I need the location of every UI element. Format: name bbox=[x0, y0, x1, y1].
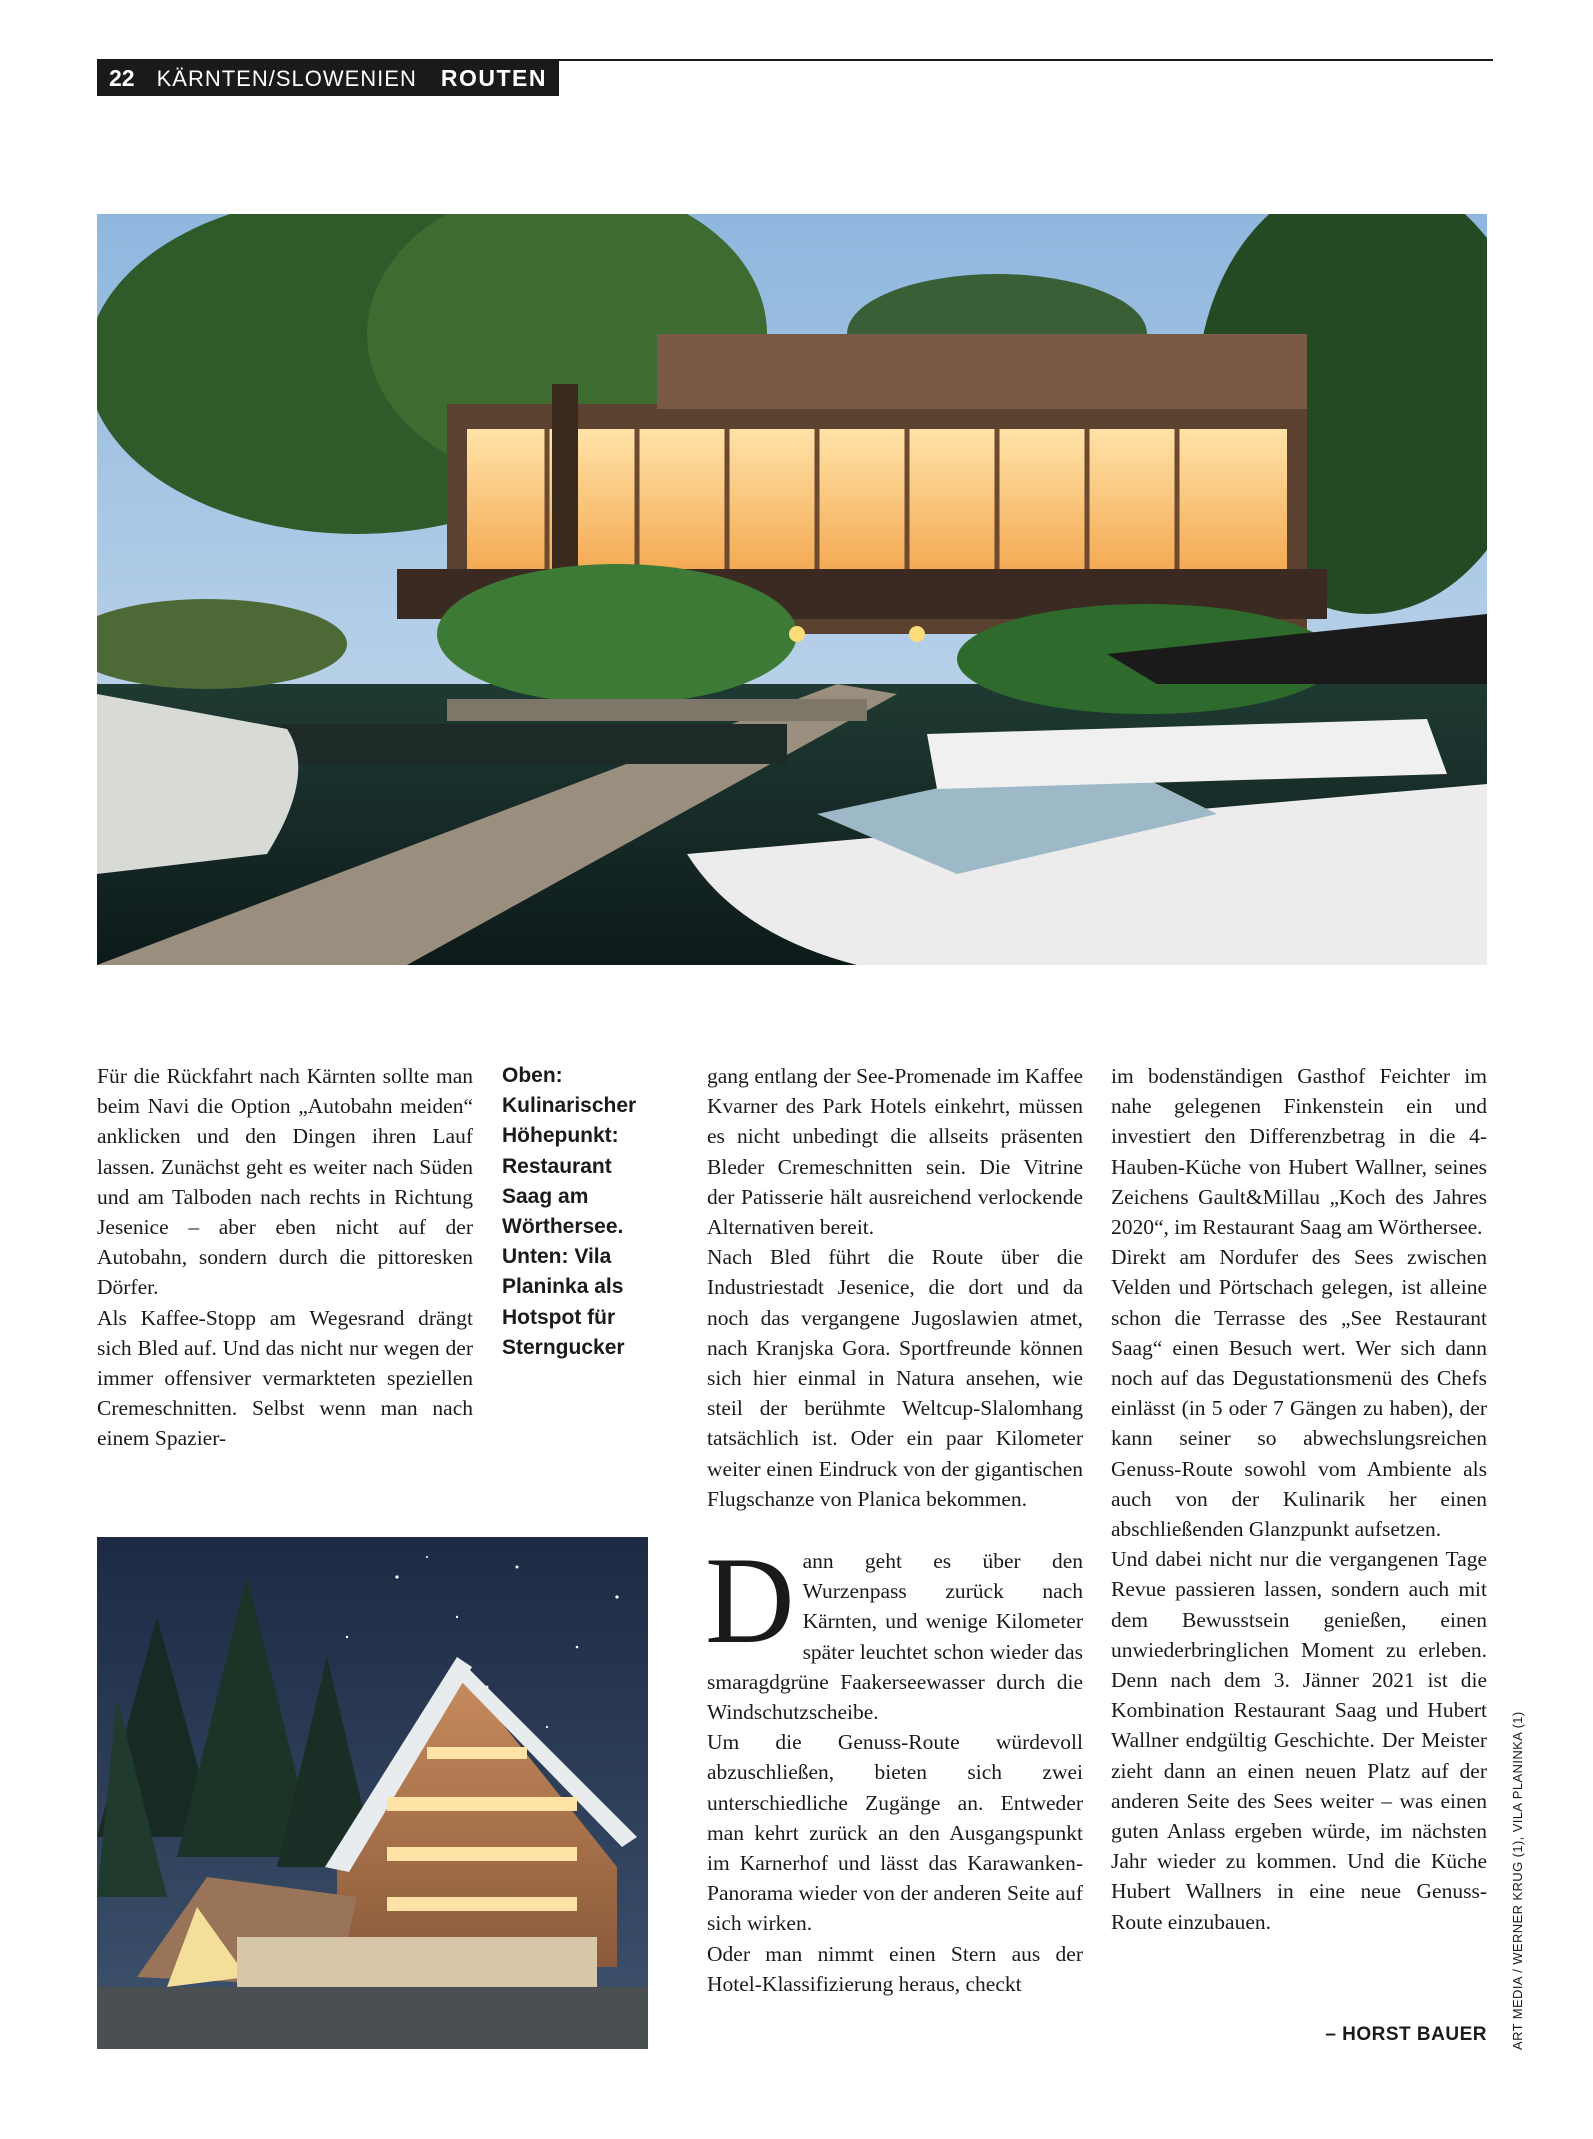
article-paragraph: Nach Bled führt die Route über die Industriestadt Jesenice, die dort und da noch das vergangene Jugoslawien atmet, nach Kranjska Gora. Sportfreunde können sich hier einmal in Natura ansehen, wie steil der berühmte Weltcup-Slalomhang tatsächlich ist. Oder ein paar Kilometer weiter einen Eindruck von der gigantischen Flugschanze von Planica bekommen. bbox=[707, 1245, 1083, 1511]
photo-credit: ART MEDIA / WERNER KRUG (1), VILA PLANINKA (1) bbox=[1510, 1711, 1525, 2050]
lakeside-restaurant-photo bbox=[97, 214, 1487, 965]
article-paragraph: Als Kaffee-Stopp am Wegesrand drängt sich Bled auf. Und das nicht nur wegen der immer offensiver vermarkteten speziellen Cremeschnitten. Selbst wenn man nach einem Spazier- bbox=[97, 1305, 473, 1451]
article-paragraph: Oder man nimmt einen Stern aus der Hotel-Klassifizierung heraus, checkt bbox=[707, 1941, 1083, 1996]
article-paragraph: Und dabei nicht nur die vergangenen Tage Revue passieren lassen, sondern auch mit dem Bewusstsein genießen, einen unwiederbringlichen Moment zu erleben. Denn nach dem 3. Jänner 2021 ist die Kombination Restaurant Saag und Hubert Wallner endgültig Geschichte. Der Meister zieht dann an einen neuen Platz auf der anderen Seite des Sees weiter – was einen guten Anlass ergeben würde, im nächsten Jahr wieder zu kommen. Und die Küche Hubert Wallners in eine neue Genuss-Route einzubauen. bbox=[1111, 1547, 1487, 1934]
article-column-3 bbox=[707, 1061, 1083, 1999]
article-paragraph: im bodenständigen Gasthof Feichter im nahe gelegenen Finkenstein ein und investiert den Differenzbetrag in die 4-Hauben-Küche von Hubert Wallner, seines Zeichens Gault&Millau „Koch des Jahres 2020“, im Restaurant Saag am Wörthersee. bbox=[1111, 1064, 1487, 1240]
rubric-label: ROUTEN bbox=[440, 65, 547, 91]
author-byline: – HORST BAUER bbox=[1325, 2024, 1487, 2045]
article-text: ann geht es über den Wurzenpass zurück nach Kärnten, und wenige Kilometer später leuchtet schon wieder das smaragdgrüne Faakerseewasser durch die Windschutzscheibe. bbox=[707, 1549, 1083, 1725]
article-paragraph bbox=[705, 1532, 1083, 1727]
photo-caption: Oben: Kulinarischer Höhepunkt: Restaurant Saag am Wörthersee. Unten: Vila Planinka als Hotspot für Sterngucker bbox=[502, 1064, 637, 1359]
page-number: 22 bbox=[109, 65, 135, 91]
article-paragraph: Um die Genuss-Route würdevoll abzuschließen, bieten sich zwei unterschiedliche Zugänge an. Entweder man kehrt zurück an den Ausgangspunkt im Karnerhof und lässt das Karawanken-Panorama wieder von der anderen Seite auf sich wirken. bbox=[707, 1730, 1083, 1936]
article-paragraph: Für die Rückfahrt nach Kärnten sollte man beim Navi die Option „Autobahn meiden“ anklicken und den Dingen ihren Lauf lassen. Zunächst geht es weiter nach Süden und am Talboden nach rechts in Richtung Jesenice – aber eben nicht auf der Autobahn, sondern durch die pittoresken Dörfer. bbox=[97, 1064, 473, 1300]
drop-cap: D bbox=[705, 1532, 795, 1670]
alpine-hotel-night-photo bbox=[97, 1537, 648, 2049]
article-column-1 bbox=[97, 1061, 473, 1454]
article-paragraph: gang entlang der See-Promenade im Kaffee Kvarner des Park Hotels einkehrt, müssen es nicht unbedingt die allseits präsenten Bleder Cremeschnitten sein. Die Vitrine der Patisserie hält ausreichend verlockende Alternativen bereit. bbox=[707, 1064, 1083, 1240]
article-paragraph: Direkt am Nordufer des Sees zwischen Velden und Pörtschach gelegen, ist alleine schon die Terrasse des „See Restaurant Saag“ einen Besuch wert. Wer sich dann noch auf das Degustationsmenü des Chefs einlässt (in 5 oder 7 Gängen zu haben), der kann seiner so abwechslungsreichen Genuss-Route sowohl vom Ambiente als auch von der Kulinarik her einen abschließenden Glanzpunkt aufsetzen. bbox=[1111, 1245, 1487, 1542]
page-header bbox=[97, 61, 559, 96]
article-column-4 bbox=[1111, 1061, 1487, 1937]
section-label: KÄRNTEN/SLOWENIEN bbox=[156, 65, 417, 91]
